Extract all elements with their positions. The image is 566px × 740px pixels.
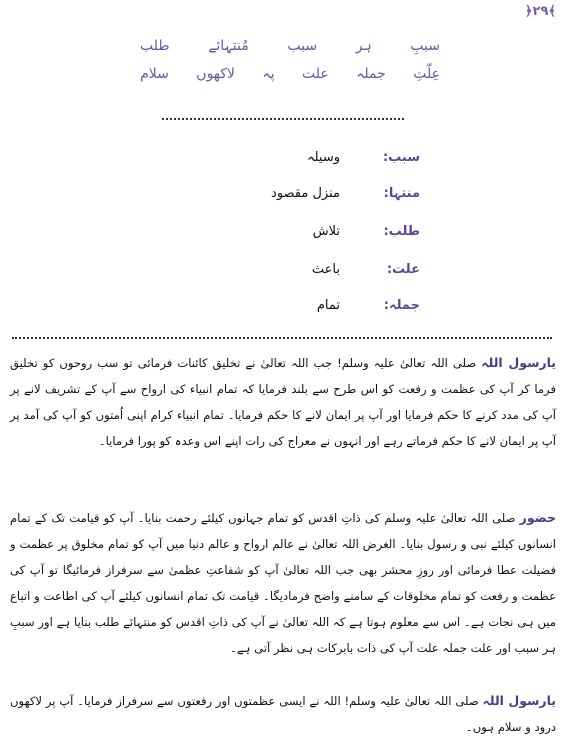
glossary-row	[180, 186, 420, 201]
verse-word: عِلّتِ	[413, 66, 440, 82]
verse-word: جملہ	[356, 66, 386, 82]
verse-word: سبب	[287, 38, 318, 54]
glossary-definition: منزل مقصود	[271, 186, 340, 201]
paragraph-1	[10, 350, 556, 454]
verse-word: پہ	[262, 66, 275, 82]
glossary-definition: وسیلہ	[306, 150, 340, 165]
verse-word: لاکھوں	[196, 66, 235, 82]
paragraph-lead: حضور	[519, 510, 557, 525]
glossary-row	[180, 150, 420, 165]
page-number: ﴿۲۹﴾	[524, 4, 556, 19]
glossary-row	[180, 298, 420, 313]
glossary-term: سبب:	[382, 150, 420, 165]
paragraph-2	[10, 505, 556, 661]
glossary-row	[180, 262, 420, 277]
paragraph-text: صلی اللہ تعالیٰ علیہ وسلم! اللہ نے ایسی عظمتوں اور رفعتوں سے سرفراز فرمایا۔ آپ پر لاکھوں درود و سلام ہوں۔	[10, 694, 556, 734]
verse-word: علت	[301, 66, 329, 82]
verse-word: طلب	[140, 38, 170, 54]
verse-word: ہر	[355, 38, 372, 54]
glossary-term: طلب:	[383, 224, 420, 239]
dotted-divider	[12, 337, 552, 339]
paragraph-text: صلی اللہ تعالیٰ علیہ وسلم کی ذاتِ اقدس کو تمام جہانوں کیلئے رحمت بنایا۔ آپ کو قیامت تک کے تمام انسانوں کیلئے نبی و رسول بنایا۔ الغرض اللہ تعالیٰ نے عالم ارواح و عالم دنیا میں آپ کو تمام مخلوق پر عظمت و فضیلت عطا فرمائی اور روزِ محشر بھی جب اللہ تعالیٰ آپ کو شفاعتِ عظمیٰ سے سرفراز فرمائیگا تو آپ کی عظمت و رفعت کو تمام مخلوقات کے سامنے واضح فرمادیگا۔ قیامت تک تمام انسانوں کیلئے آپ کی اطاعت و اتباع میں ہی نجات ہے۔ اس سے معلوم ہوتا ہے کہ اللہ تعالیٰ نے آپ کی ذاتِ اقدس کو منتہائے طلب بنایا ہے اور سببِ ہر سبب اور علت جملہ علت آپ کی ذات بابرکات ہی نظر آتی ہے۔	[10, 511, 557, 655]
verse-word: سببِ	[410, 38, 440, 54]
glossary-term: جملہ:	[383, 298, 420, 313]
glossary-definition: تمام	[316, 298, 340, 313]
glossary-term: علت:	[386, 262, 420, 277]
verse-word: سلام	[140, 66, 169, 82]
verse-word: مُنتہائے	[208, 38, 249, 54]
glossary-row	[180, 224, 420, 239]
verse-line-2	[140, 66, 440, 82]
glossary-definition: تلاش	[312, 224, 340, 239]
glossary-definition: باعث	[311, 262, 340, 277]
paragraph-lead: یارسول اللہ	[482, 693, 556, 708]
glossary-term: منتہا:	[383, 186, 420, 201]
verse-line-1	[140, 38, 440, 54]
paragraph-text: صلی اللہ تعالیٰ علیہ وسلم! جب اللہ تعالیٰ نے تخلیق کائنات فرمائی تو سب روحوں کو تخلیق فرما کر آپ کی عظمت و رفعت کو اس طرح سے بلند فرمایا کہ تمام انبیاء کی ارواح سے آپ کے تشریف لانے پر آپ کی مدد کرنے کا حکم فرمایا اور آپ پر ایمان لانے کا حکم فرمایا۔ تمام انبیاء کرام اپنی اُمتوں کو آپ کی آمد پر آپ پر ایمان لانے کا حکم فرماتے رہے اور انہوں نے معراج کی رات اپنے اس وعدہ کو پورا فرمایا۔	[10, 356, 556, 448]
paragraph-lead: یارسول اللہ	[481, 355, 556, 370]
paragraph-3	[10, 688, 556, 740]
dotted-divider	[162, 118, 404, 120]
